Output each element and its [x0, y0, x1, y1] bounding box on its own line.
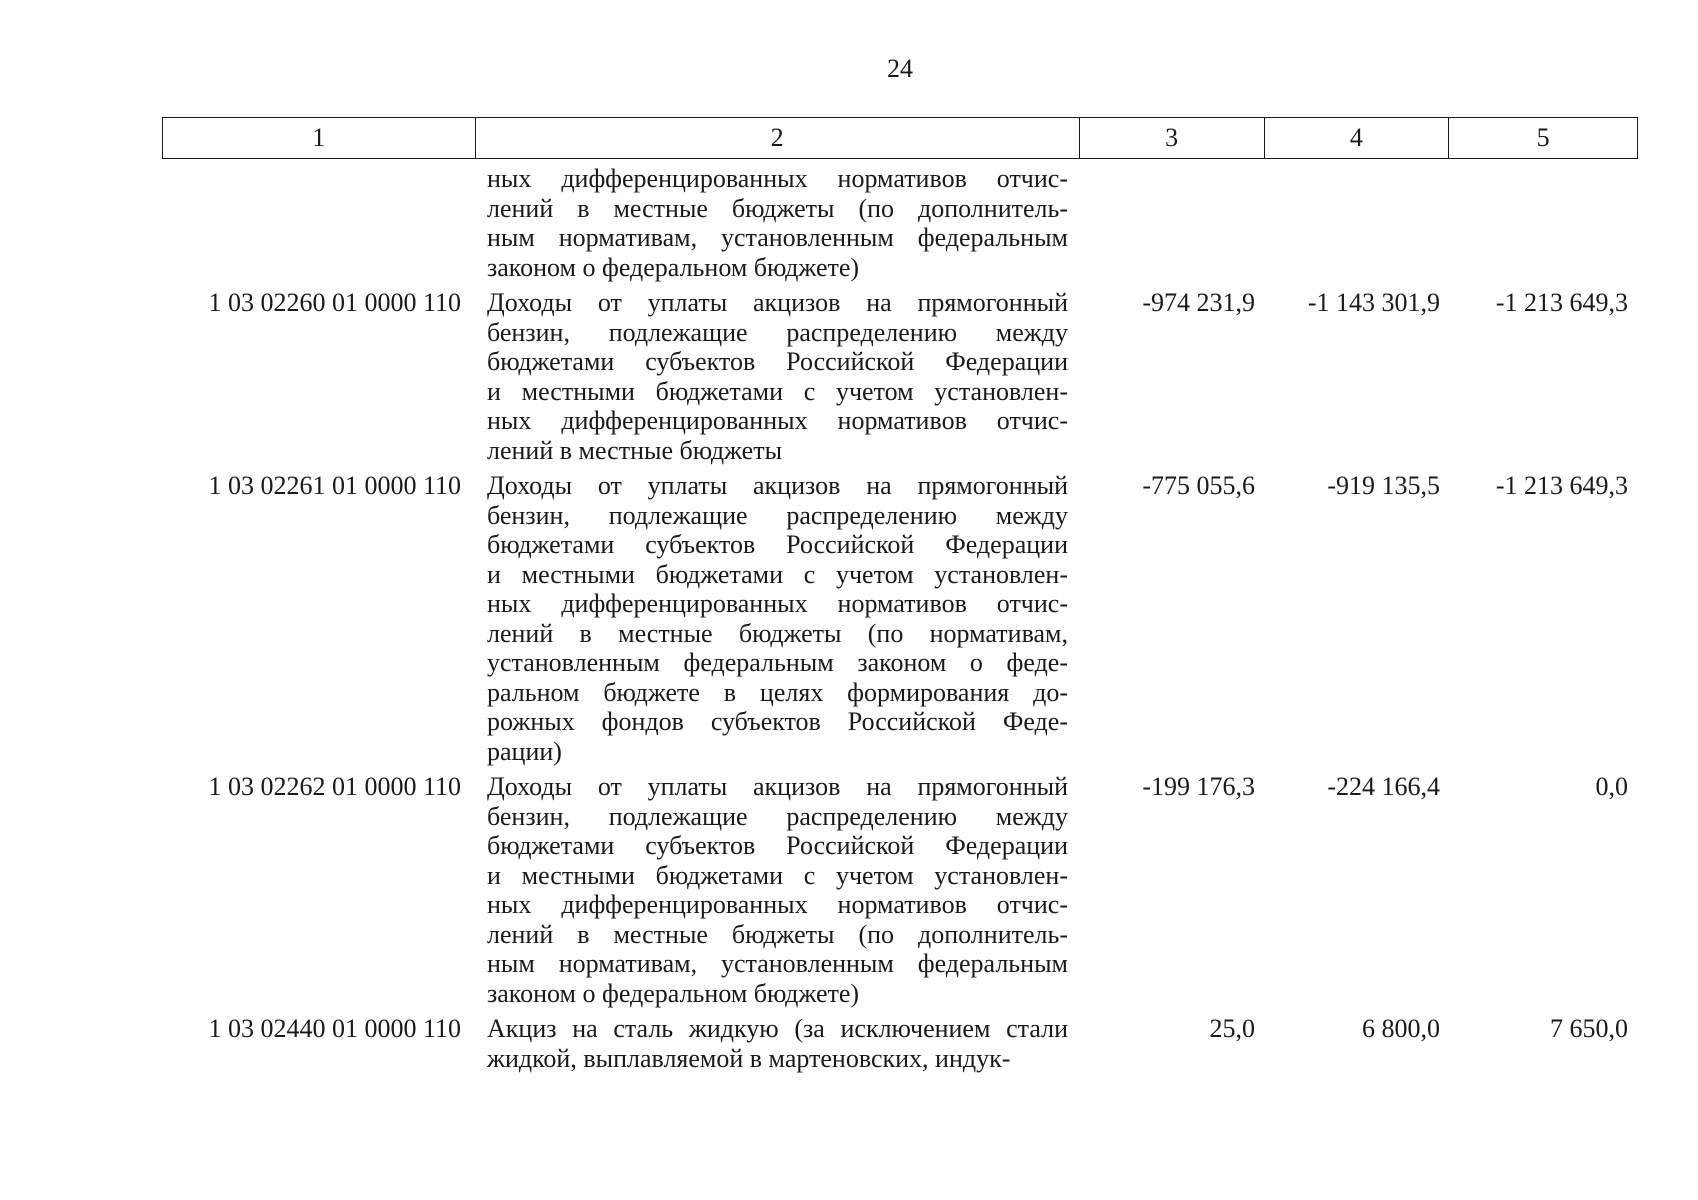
description-line: ных дифференцированных нормативов отчис-	[487, 890, 1068, 919]
description-line: лений в местные бюджеты (по нормативам,	[487, 618, 1068, 648]
value-column-5: -1 213 649,3	[1495, 288, 1628, 317]
description-line: бюджетами субъектов Российской Федерации	[487, 347, 1068, 376]
description-line: ных дифференцированных нормативов отчис-	[487, 164, 1068, 193]
column-header-4: 4	[1265, 118, 1450, 158]
value-column-4: -224 166,4	[1327, 772, 1440, 801]
income-description	[475, 288, 1080, 465]
budget-classification-code: 1 03 02440 01 0000 110	[208, 1014, 461, 1043]
description-line: рации)	[487, 736, 562, 766]
column-header-5: 5	[1536, 123, 1550, 152]
table-header-row	[162, 117, 1638, 159]
description-line: Доходы от уплаты акцизов на прямогонный	[487, 772, 1068, 801]
description-line: лений в местные бюджеты (по дополнитель-	[487, 193, 1068, 223]
description-line: и местными бюджетами с учетом установлен-	[487, 860, 1068, 890]
description-line: Доходы от уплаты акцизов на прямогонный	[487, 288, 1068, 317]
description-line: и местными бюджетами с учетом установлен-	[487, 376, 1068, 406]
column-header-2: 2	[476, 118, 1080, 158]
description-line: законом о федеральном бюджете)	[487, 978, 860, 1008]
description-line: бензин, подлежащие распределению между	[487, 317, 1068, 347]
description-line: и местными бюджетами с учетом установлен-	[487, 559, 1068, 589]
value-column-5: -1 213 649,3	[1495, 471, 1628, 500]
budget-table	[162, 117, 1638, 1079]
description-line: лений в местные бюджеты (по дополнитель-	[487, 919, 1068, 949]
description-line: ным нормативам, установленным федеральным	[487, 949, 1068, 978]
description-line: жидкой, выплавляемой в мартеновских, индук-	[487, 1043, 1011, 1073]
budget-classification-code: 1 03 02260 01 0000 110	[208, 288, 461, 317]
description-line: ных дифференцированных нормативов отчис-	[487, 589, 1068, 618]
description-line: Акциз на сталь жидкую (за исключением стали	[487, 1014, 1068, 1043]
table-row	[162, 471, 1638, 766]
value-column-4: 6 800,0	[1362, 1014, 1440, 1043]
budget-classification-code: 1 03 02262 01 0000 110	[208, 772, 461, 801]
description-line: бензин, подлежащие распределению между	[487, 500, 1068, 530]
value-column-5: 0,0	[1595, 772, 1628, 801]
description-line: бюджетами субъектов Российской Федерации	[487, 530, 1068, 559]
description-line: лений в местные бюджеты	[487, 435, 783, 465]
description-line: законом о федеральном бюджете)	[487, 252, 860, 282]
description-line: ным нормативам, установленным федеральным	[487, 223, 1068, 252]
table-row	[162, 164, 1638, 282]
description-line: установленным федеральным законом о феде-	[487, 648, 1068, 677]
description-line: Доходы от уплаты акцизов на прямогонный	[487, 471, 1068, 500]
column-header-3: 3	[1080, 118, 1265, 158]
value-column-3: -199 176,3	[1142, 772, 1255, 801]
value-column-4: -1 143 301,9	[1307, 288, 1440, 317]
income-description	[475, 471, 1080, 766]
description-line: ральном бюджете в целях формирования до-	[487, 677, 1068, 707]
value-column-3: 25,0	[1209, 1014, 1255, 1043]
value-column-4: -919 135,5	[1327, 471, 1440, 500]
income-description	[475, 1014, 1080, 1073]
description-line: бензин, подлежащие распределению между	[487, 801, 1068, 831]
description-line: бюджетами субъектов Российской Федерации	[487, 831, 1068, 860]
description-line: ных дифференцированных нормативов отчис-	[487, 406, 1068, 435]
income-description	[475, 772, 1080, 1008]
column-header-1: 1	[163, 118, 476, 158]
table-row	[162, 772, 1638, 1008]
page-number: 24	[887, 54, 913, 83]
table-body	[162, 164, 1638, 1073]
value-column-3: -775 055,6	[1142, 471, 1255, 500]
description-line: рожных фондов субъектов Российской Феде-	[487, 707, 1068, 736]
budget-classification-code: 1 03 02261 01 0000 110	[208, 471, 461, 500]
income-description	[475, 164, 1080, 282]
value-column-5: 7 650,0	[1550, 1014, 1628, 1043]
value-column-3: -974 231,9	[1142, 288, 1255, 317]
table-row	[162, 1014, 1638, 1073]
table-row	[162, 288, 1638, 465]
